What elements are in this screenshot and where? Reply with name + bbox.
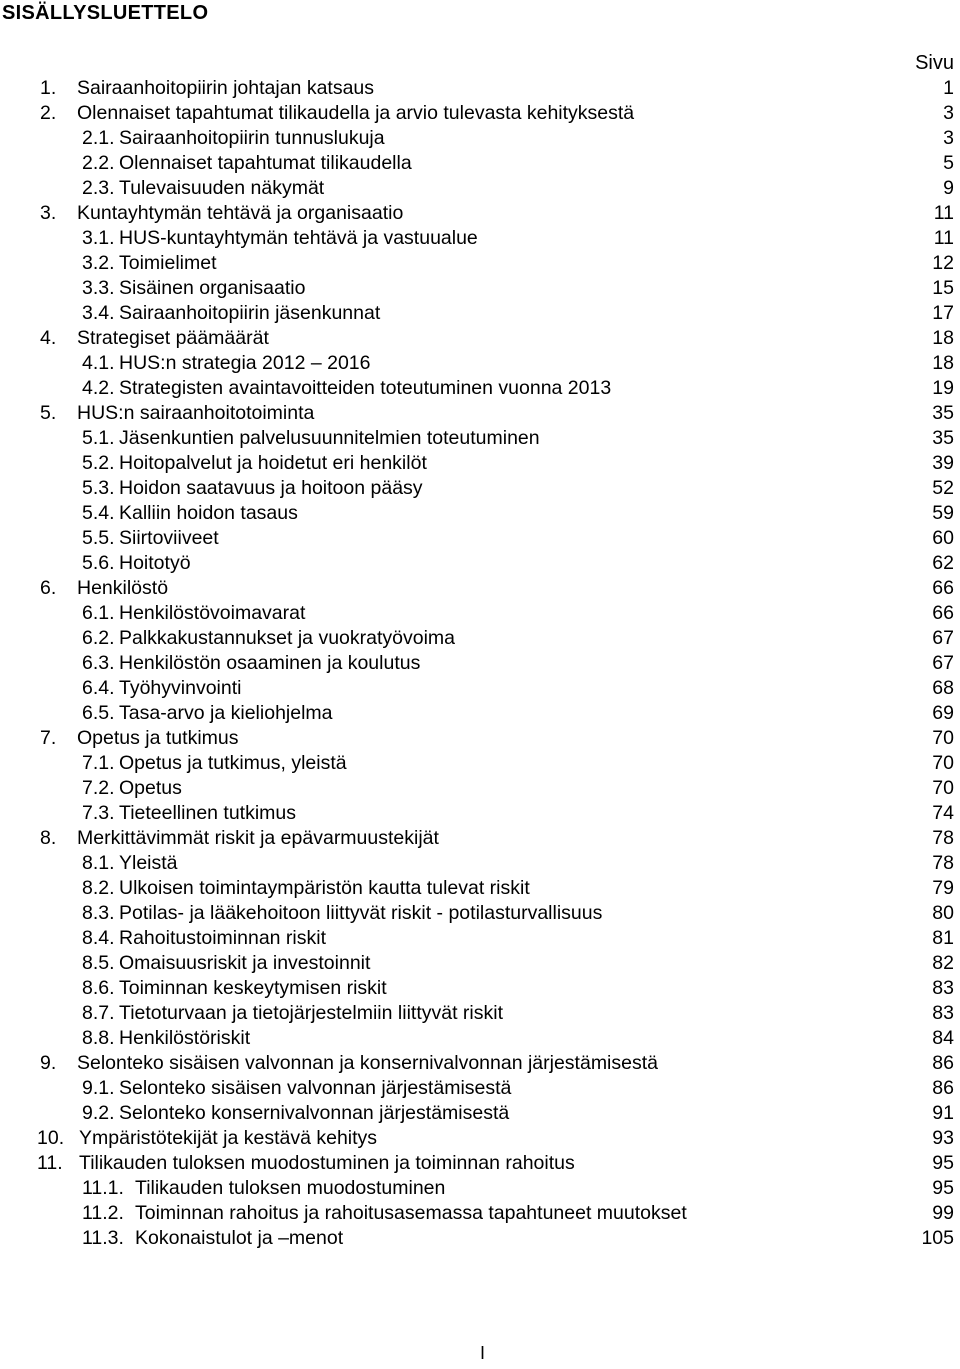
toc-entry-number: 5. [40,402,57,424]
toc-entry-page: 79 [932,877,954,899]
toc-entry-title: Hoitotyö [119,552,191,574]
toc-entry-page: 18 [932,327,954,349]
toc-entry[interactable] [0,851,960,876]
toc-entry-page: 83 [932,977,954,999]
toc-entry-page: 78 [932,852,954,874]
toc-entry-page: 15 [932,277,954,299]
toc-entry[interactable] [0,326,960,351]
toc-entry-page: 68 [932,677,954,699]
toc-entry-number: 3.4. [82,302,115,324]
toc-entry-number: 9. [40,1052,57,1074]
toc-entry-page: 18 [932,352,954,374]
toc-entry[interactable] [0,1226,960,1251]
toc-entry-title: Opetus [119,777,182,799]
toc-entry-page: 11 [933,227,954,249]
toc-entry-number: 2. [40,102,57,124]
toc-entry-number: 6. [40,577,57,599]
toc-entry-title: Tulevaisuuden näkymät [119,177,325,199]
toc-entry[interactable] [0,626,960,651]
toc-entry-page: 84 [932,1027,954,1049]
toc-entry-title: Palkkakustannukset ja vuokratyövoima [119,627,456,649]
toc-entry-title: Selonteko sisäisen valvonnan ja konsernivalvonnan järjestämisestä [77,1052,659,1074]
page-number-footer: I [480,1343,486,1363]
toc-entry[interactable] [0,1001,960,1026]
toc-entry-title: Sairaanhoitopiirin tunnuslukuja [119,127,385,149]
toc-entry-page: 19 [932,377,954,399]
toc-entry-number: 9.2. [82,1102,115,1124]
toc-entry[interactable] [0,876,960,901]
toc-entry-title: HUS:n strategia 2012 – 2016 [119,352,371,374]
toc-entry[interactable] [0,201,960,226]
toc-entry-page: 74 [932,802,954,824]
toc-entry-number: 2.2. [82,152,115,174]
toc-entry-number: 8.8. [82,1027,115,1049]
toc-entry-number: 11.2. [82,1202,124,1224]
toc-entry-number: 3.1. [82,227,115,249]
toc-entry-title: Olennaiset tapahtumat tilikaudella [119,152,412,174]
toc-entry-number: 4.1. [82,352,115,374]
toc-entry-title: Henkilöstöriskit [119,1027,251,1049]
toc-entry-title: Toiminnan rahoitus ja rahoitusasemassa tapahtuneet muutokset [135,1202,687,1224]
toc-entry[interactable] [0,426,960,451]
toc-entry-number: 2.1. [82,127,115,149]
toc-entry-title: Sairaanhoitopiirin jäsenkunnat [119,302,381,324]
toc-entry-number: 11. [37,1152,63,1174]
toc-entry-page: 99 [932,1202,954,1224]
toc-entry[interactable] [0,76,960,101]
toc-entry[interactable] [0,1176,960,1201]
toc-entry-page: 70 [932,777,954,799]
toc-entry-number: 6.2. [82,627,115,649]
toc-entry-title: HUS-kuntayhtymän tehtävä ja vastuualue [119,227,478,249]
toc-entry-number: 7. [40,727,57,749]
toc-entry-number: 1. [40,77,57,99]
toc-entry-page: 67 [932,652,954,674]
toc-entry-title: Yleistä [119,852,178,874]
toc-entry-page: 70 [932,752,954,774]
toc-entry-title: Rahoitustoiminnan riskit [119,927,327,949]
page-column-header: Sivu [915,52,954,74]
toc-entry-page: 35 [932,402,954,424]
toc-entry[interactable] [0,926,960,951]
toc-entry-title: Toiminnan keskeytymisen riskit [119,977,387,999]
toc-entry-page: 11 [933,202,954,224]
toc-entry-page: 12 [932,252,954,274]
toc-entry-number: 5.5. [82,527,115,549]
toc-entry[interactable] [0,301,960,326]
toc-entry-number: 8. [40,827,57,849]
toc-entry-page: 83 [932,1002,954,1024]
toc-entry-title: Työhyvinvointi [119,677,242,699]
toc-entry-page: 35 [932,427,954,449]
table-of-contents [0,76,960,1251]
toc-entry-title: Jäsenkuntien palvelusuunnitelmien toteutuminen [119,427,540,449]
toc-entry-number: 3.3. [82,277,115,299]
toc-entry[interactable] [0,576,960,601]
toc-entry[interactable] [0,451,960,476]
toc-entry-number: 5.6. [82,552,115,574]
toc-entry-page: 86 [932,1077,954,1099]
toc-entry-title: Tilikauden tuloksen muodostuminen ja toiminnan rahoitus [79,1152,575,1174]
toc-entry-title: Kalliin hoidon tasaus [119,502,298,524]
toc-entry-title: Siirtoviiveet [119,527,219,549]
toc-entry-page: 67 [932,627,954,649]
toc-entry[interactable] [0,101,960,126]
toc-entry-title: Sisäinen organisaatio [119,277,306,299]
toc-entry-number: 6.1. [82,602,115,624]
toc-entry[interactable] [0,176,960,201]
toc-entry-title: Tieteellinen tutkimus [119,802,297,824]
toc-entry-number: 3.2. [82,252,115,274]
toc-entry-page: 80 [932,902,954,924]
toc-entry-number: 6.3. [82,652,115,674]
page-title: SISÄLLYSLUETTELO [2,2,209,24]
toc-entry-number: 7.3. [82,802,115,824]
toc-entry-number: 8.7. [82,1002,115,1024]
toc-entry[interactable] [0,601,960,626]
toc-entry[interactable] [0,1101,960,1126]
toc-entry-title: Kuntayhtymän tehtävä ja organisaatio [77,202,404,224]
toc-entry[interactable] [0,701,960,726]
toc-entry[interactable] [0,151,960,176]
toc-entry-title: Ympäristötekijät ja kestävä kehitys [79,1127,378,1149]
toc-entry-page: 5 [943,152,954,174]
toc-entry-page: 39 [932,452,954,474]
toc-entry-title: Tietoturvaan ja tietojärjestelmiin liittyvät riskit [119,1002,503,1024]
toc-entry-number: 7.2. [82,777,115,799]
toc-entry-page: 52 [932,477,954,499]
toc-entry-number: 11.3. [82,1227,124,1249]
toc-entry-page: 70 [932,727,954,749]
toc-entry-number: 5.3. [82,477,115,499]
toc-entry-title: Selonteko konsernivalvonnan järjestämisestä [119,1102,510,1124]
toc-entry-number: 6.4. [82,677,115,699]
toc-entry-title: Olennaiset tapahtumat tilikaudella ja arvio tulevasta kehityksestä [77,102,635,124]
toc-entry-page: 93 [932,1127,954,1149]
toc-entry-title: Strategisten avaintavoitteiden toteutuminen vuonna 2013 [119,377,612,399]
toc-entry-page: 59 [932,502,954,524]
toc-entry[interactable] [0,126,960,151]
toc-entry-title: Sairaanhoitopiirin johtajan katsaus [77,77,375,99]
toc-entry-number: 4.2. [82,377,115,399]
toc-entry[interactable] [0,651,960,676]
toc-entry-number: 10. [37,1127,65,1149]
toc-entry[interactable] [0,1201,960,1226]
toc-entry[interactable] [0,501,960,526]
toc-entry[interactable] [0,826,960,851]
toc-entry-title: Hoidon saatavuus ja hoitoon pääsy [119,477,423,499]
toc-entry-number: 6.5. [82,702,115,724]
toc-entry[interactable] [0,976,960,1001]
toc-entry-page: 86 [932,1052,954,1074]
toc-entry-title: Kokonaistulot ja –menot [135,1227,344,1249]
toc-entry[interactable] [0,276,960,301]
toc-entry-page: 95 [932,1177,954,1199]
toc-entry[interactable] [0,476,960,501]
toc-entry-page: 105 [921,1227,954,1249]
toc-entry-page: 66 [932,602,954,624]
toc-entry-number: 5.4. [82,502,115,524]
toc-entry-page: 95 [932,1152,954,1174]
toc-entry-title: Potilas- ja lääkehoitoon liittyvät riskit - potilasturvallisuus [119,902,603,924]
toc-entry-page: 1 [943,77,954,99]
toc-entry[interactable] [0,1026,960,1051]
toc-entry-title: Toimielimet [119,252,217,274]
toc-entry-page: 69 [932,702,954,724]
toc-entry-title: Strategiset päämäärät [77,327,269,349]
toc-entry[interactable] [0,901,960,926]
toc-entry-number: 3. [40,202,57,224]
toc-entry-title: Omaisuusriskit ja investoinnit [119,952,371,974]
toc-entry-page: 81 [932,927,954,949]
toc-entry-page: 62 [932,552,954,574]
toc-entry[interactable] [0,676,960,701]
toc-entry[interactable] [0,1126,960,1151]
toc-entry[interactable] [0,751,960,776]
toc-entry-page: 9 [943,177,954,199]
toc-entry-number: 8.3. [82,902,115,924]
toc-entry-title: Merkittävimmät riskit ja epävarmuustekijät [77,827,439,849]
toc-entry-number: 2.3. [82,177,115,199]
toc-entry[interactable] [0,526,960,551]
toc-entry[interactable] [0,1151,960,1176]
toc-entry-page: 78 [932,827,954,849]
toc-entry-number: 9.1. [82,1077,115,1099]
toc-entry-number: 5.1. [82,427,115,449]
toc-entry-page: 3 [943,127,954,149]
toc-entry-page: 60 [932,527,954,549]
toc-entry[interactable] [0,226,960,251]
toc-entry[interactable] [0,401,960,426]
toc-entry[interactable] [0,776,960,801]
toc-entry-number: 11.1. [82,1177,124,1199]
toc-entry-number: 8.4. [82,927,115,949]
toc-entry[interactable] [0,376,960,401]
toc-entry-number: 8.1. [82,852,115,874]
toc-entry-title: Henkilöstön osaaminen ja koulutus [119,652,421,674]
toc-entry-title: Opetus ja tutkimus [77,727,239,749]
toc-entry-title: Tasa-arvo ja kieliohjelma [119,702,333,724]
toc-entry[interactable] [0,726,960,751]
toc-entry-title: Hoitopalvelut ja hoidetut eri henkilöt [119,452,427,474]
toc-entry-title: Selonteko sisäisen valvonnan järjestämisestä [119,1077,512,1099]
toc-entry-number: 7.1. [82,752,115,774]
toc-entry-number: 8.2. [82,877,115,899]
toc-entry-number: 4. [40,327,57,349]
toc-entry-title: Henkilöstö [77,577,169,599]
toc-entry[interactable] [0,1051,960,1076]
toc-entry-page: 82 [932,952,954,974]
toc-entry[interactable] [0,801,960,826]
toc-entry-title: Henkilöstövoimavarat [119,602,306,624]
toc-entry[interactable] [0,951,960,976]
toc-entry-page: 3 [943,102,954,124]
toc-entry[interactable] [0,1076,960,1101]
toc-entry-page: 66 [932,577,954,599]
toc-entry-page: 17 [932,302,954,324]
toc-entry-title: Ulkoisen toimintaympäristön kautta tulevat riskit [119,877,530,899]
toc-entry-title: Tilikauden tuloksen muodostuminen [135,1177,446,1199]
toc-entry-number: 8.5. [82,952,115,974]
toc-entry-number: 8.6. [82,977,115,999]
toc-entry-title: Opetus ja tutkimus, yleistä [119,752,347,774]
toc-entry[interactable] [0,551,960,576]
toc-entry-number: 5.2. [82,452,115,474]
toc-entry[interactable] [0,251,960,276]
toc-entry-page: 91 [932,1102,954,1124]
toc-entry-title: HUS:n sairaanhoitotoiminta [77,402,315,424]
toc-entry[interactable] [0,351,960,376]
